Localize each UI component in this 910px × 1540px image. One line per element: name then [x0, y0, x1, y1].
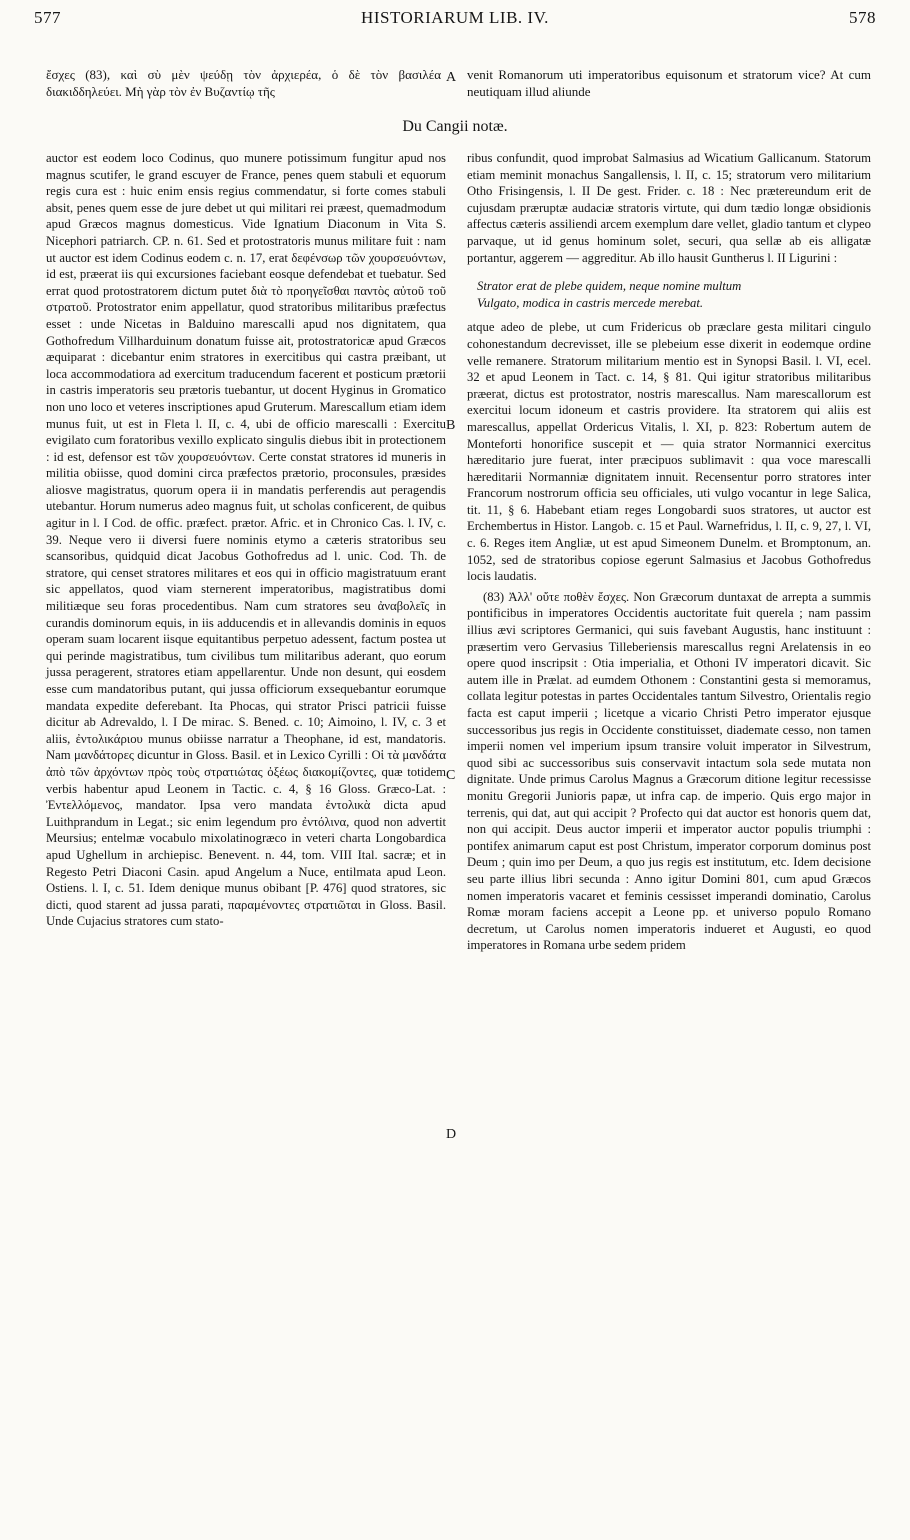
margin-letter-c: C — [446, 768, 456, 783]
page-number-left: 577 — [34, 8, 61, 27]
margin-letter-a: A — [446, 70, 457, 85]
margin-letter-b: B — [446, 418, 456, 433]
verse-line: Strator erat de plebe quidem, neque nomine multum — [477, 279, 742, 294]
greek-text-block — [46, 66, 441, 100]
page-number-right: 578 — [849, 8, 876, 27]
latin-translation-block — [467, 66, 871, 100]
note-paragraph: atque adeo de plebe, ut cum Fridericus ob præclare gesta militari cingulo cohonestandum decrevisset, ille se plebeium esse dixerit in eodemque ordine velle remanere. Stratorum militarium mentio est in Synopsi Basil. l. VI, ecel. 32 et apud Leonem in Tact. c. 14, § 81. Qui igitur stratoribus militaribus præerat, dictus est protostrator, nostris marescallus. Nam marescallorum est exercitui locum idoneum et castris providere. Ita stratorem qui aliis est marescallus, appellat Ordericus Vitalis, l. XI, p. 823: Robertum autem de Monteforti honorifice suscepit et — quia strator Normannici exercitus hæreditario jure fuerat, inter præcipuos sublimavit : qua voce marescalli hæreditarii Normanniæ dignitatem innuit. Recensentur porro stratores inter Francorum nostrorum officia seu officiales, uti vulgo vocantur in lege Salica, tit. 11, § 6. Habebant etiam reges Longobardi suos stratores, ut auctor est Erchembertus in Histor. Langob. c. 15 et Paul. Warnefridus, l. II, c. 9, 27, l. VI, c. 6. Reges item Angliæ, ut est apud Simeonem Dunelm. et Bromptonum, an. 1052, sed de stratoribus copiose egerunt Salmasius et Jacobus Gothofredus locis laudatis. — [467, 320, 871, 584]
verse-line: Vulgato, modica in castris mercede merebat. — [477, 295, 704, 310]
running-head — [34, 8, 876, 34]
verse-quotation — [477, 278, 871, 311]
note-paragraph: auctor est eodem loco Codinus, quo munere potissimum fungitur apud nos magnus scutifer, le grand escuyer de France, penes quem stabuli et equorum regis cura est : huic enim ensis regius commendatur, si forte comes stabuli absit, penes quem esse de jure debet ut qui militari rei præest, quemadmodum apud Græcos magnus domesticus. Vide Ignatium Diaconum in Vita S. Nicephori patriarch. CP. n. 61. Sed et protostratoris munus militare fuit : nam ut auctor est idem Codinus eodem c. n. 17, erat δεφένσωρ τῶν χουρσευόντων, id est, præerat iis qui excursiones faciebant eosque defendebat et tuebatur. Sed errat quod protostratorem dictum putet διὰ τὸ προηγεῖσθαι παντὸς αὐτοῦ τοῦ στρατοῦ. Protostrator enim appellatur, quod stratoribus militaribus præfectus esset : unde Nicetas in Balduino marescalli apud nos dignitatem, qua Gothofredum Villharduinum donatum fuisse ait, protostratoricæ apud Græcos æquiparat : dicebantur enim stratores in exercitibus qui castra præibant, ut loca accommodatiora ad exercitum traducendum facerent et posticum prætorii in castris imperatoris seu prætoris tuebantur, ut docent Hyginus in Gromatico non uno loco et veteres inscriptiones apud Gruterum. Marescallum etiam idem munus fuit, ut est in Fleta l. II, c. 4, ubi de officio marescalli : Exercitu evigilato cum foratoribus vexillo explicato singulis diebus ibit in protectionem : id est, defensor est τῶν χουρσευόντων. Certe constat stratores id muneris in militia obiisse, quod domini circa præfectos prætorio, proconsules, præsides aliosve magistratus, quorum opera ii in mandatis perferendis aut peragendis utebantur. Horum numerus adeo magnus fuit, ut scholas conficerent, de quibus agitur in l. I Cod. de offic. præfect. prætor. Afric. et in Chronico Cas. l. IV, c. 39. Neque vero ii diversi fuere nominis etymo a cæteris stratoribus seu scansoribus, quidquid dicat Jacobus Gothofredus ad l. unic. Cod. Th. de stratore, qui censet stratores militares et eos qui in officio magistratuum erant sic appellatos, quod viam sternerent imperatoribus, magistratibus domi militiæque seu foras procedentibus. Nam cum stratores seu ἀναβολεῖς in curandis dominorum equis, in iis adducendis et in allevandis dominis in equos operam suam locarent iisque equitantibus perpetuo adessent, factum postea ut qui perinde magistratibus, tum civilibus tum militaribus aderant, quo eorum jussa peragerent, stratores etiam appellarentur. Unde non desunt, qui eosdem esse cum mandatoribus putant, qui jussa officiorum exsequebantur eorumque mandata expedite deferebant. Ita Phocas, qui strator Prisci patricii fuisse dicitur ab Adrevaldo, l. I De mirac. S. Bened. c. 10; Aimoino, l. IV, c. 3 et aliis, ἐντολικάριου munus obiisse narratur a Theophane, id est, mandatoris. Nam μανδάτορες dicuntur in Gloss. Basil. et in Lexico Cyrilli : Οἱ τὰ μανδάτα ἀπὸ τῶν ἀρχόντων πρὸς τοὺς στρατιώτας ὀξέως διακομίζοντες, quæ totidem verbis habentur apud Leonem in Tactic. c. 4, § 16 Gloss. Græco-Lat. : Ἐντελλόμενος, mandator. Ipsa vero mandata ἐντολικὰ dicta apud Luithprandum in Legat.; sic enim legendum pro ἐντόλινα, quod non advertit Meursius; entelmæ vocabulo mixolatinogræco in veteri charta Longobardica apud Ughellum in archiepisc. Benevent. n. 44, tom. VIII Ital. sacræ; et in Regesto Petri Diaconi Casin. apud Angelum a Nuce, entilmata apud Leon. Ostiens. l. I, c. 51. Idem denique munus obibant [P. 476] quod stratores, sic dicti, quod starent ad jussa parati, παραμένοντες στρατιῶται in Gloss. Basil. Unde Cujacius stratores cum stato- — [46, 151, 446, 929]
latin-text: venit Romanorum uti imperatoribus equisonum et stratorum vice? At cum neutiquam illud aliunde — [467, 67, 871, 99]
running-title: HISTORIARUM LIB. IV. — [361, 8, 549, 27]
notes-left-column — [46, 150, 446, 930]
notes-right-column — [467, 150, 871, 954]
note-83: (83) Ἀλλ' οὔτε ποθὲν ἔσχες. Non Græcorum duntaxat de arrepta a summis pontificibus in imperatores Occidentis auctoritate fuit querela ; nam passim illius ævi scriptores Germanici, qui suis favebant Augustis, hanc instituunt : præsertim vero Gervasius Tilleberiensis marescallus regni Arelatensis in eo opere quod inscripsit : Otia imperialia, et Othoni IV imperatori dicavit. Sic autem ille in Prælat. ad eumdem Othonem : Constantini gesta si memoramus, collata legitur potestas in partes Occidentales tantum Silvestro, Orientalis regio facta est caput imperii ; licetque a vicario Christi Petro imperator ejusque successoribus jus regis in Occidente constituisset, diademate cesso, non tamen imperii nomen vel imperium ipsum transire voluit imperator in Silvestrum, quod sibi ac successoribus suis conservavit intactum sola sede mutata non dignitate. Unde primus Carolus Magnus a Græcorum ditione legitur recessisse monitu Gregorii Junioris papæ, ut infra cap. de imperio. Quis ergo major in terrenis, qui dat, aut qui accipit ? Profecto qui dat auctor est honoris quem dat, non qui accipit. Deus auctor imperii et imperator auctor populis triumphi : pontifex animarum caput est post Christum, imperator corporum dominus post Deum ; quin imo per Deum, a quo jus regis est institutum, etc. Idem decisione seu parte illius libri secunda : Anno igitur Domini 801, cum apud Græcos nomen imperatoris vacaret et feminis cessisset imperandi dominatio, Carolus Romæ moram faciens accepit a Leone pp. et universo populo Romano decretum, ut Carolus nomen imperatoris indueret et Augusti, eo quod imperatores in Romana urbe sedem pridem — [467, 589, 871, 953]
greek-text: ἔσχες (83), καὶ σὺ μὲν ψεύδῃ τὸν ἀρχιερέα, ὁ δὲ τὸν βασιλέα διακιδδηλεύει. Μὴ γὰρ τὸν ἐν Βυζαντίῳ τῆς — [46, 67, 441, 99]
section-heading: Du Cangii notæ. — [402, 118, 508, 135]
margin-letter-d: D — [446, 1127, 457, 1142]
note-paragraph-continued: ribus confundit, quod improbat Salmasius ad Wicatium Gallicanum. Statorum etiam meminit monachus Sangallensis, l. II, c. 15; stratorum vero militarium Otho Frisingensis, l. II De gest. Frider. c. 18 : Nec prætereundum erit de cujusdam præruptæ audaciæ stratoris virtute, qui dum tædio longæ obsidionis affectus cæteris assiliendi arcem exemplum dare vellet, gladio tantum et clypeo parvaque, ut id genus hominum solet, securi, qua sellæ ab eis alligatæ portantur, aggerem — aggreditur. Ab illo hausit Guntherus l. II Ligurini : — [467, 151, 871, 265]
